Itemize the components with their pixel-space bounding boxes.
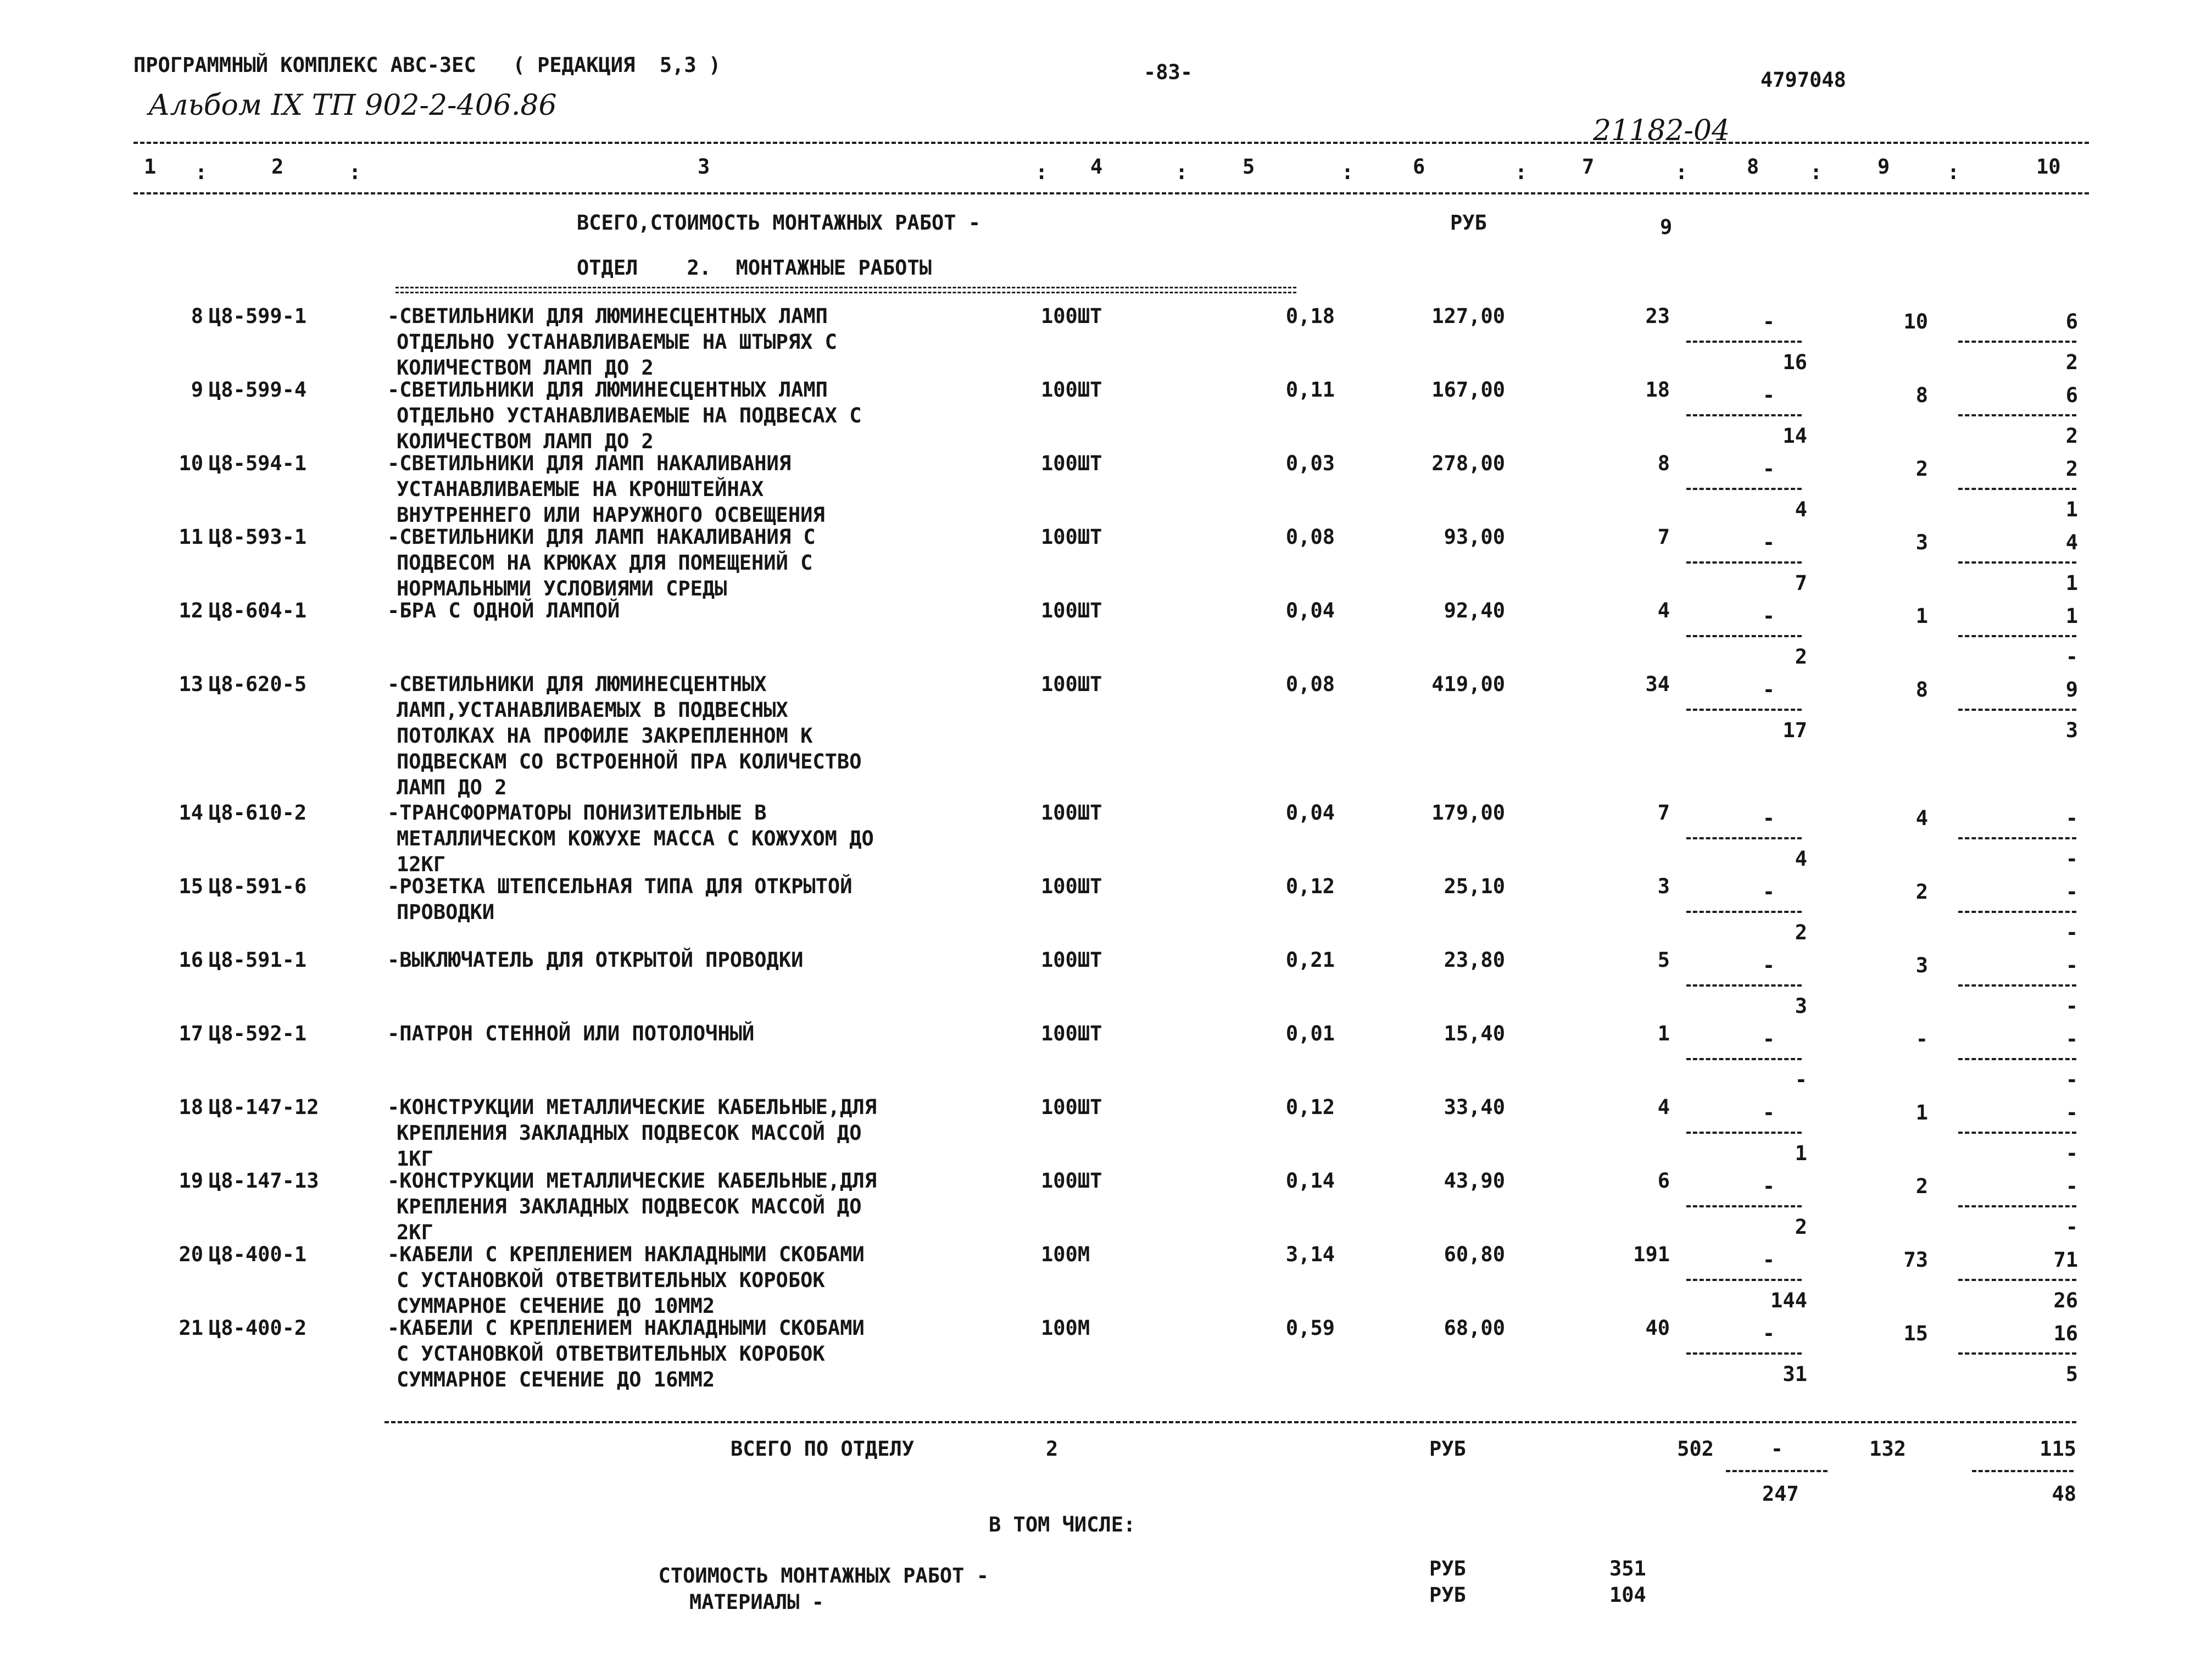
col10-fraction-bar xyxy=(1958,1205,2076,1207)
total-cost: 7 xyxy=(1657,525,1670,549)
description-line: МЕТАЛЛИЧЕСКОМ КОЖУХЕ МАССА С КОЖУХОМ ДО xyxy=(397,827,874,850)
description-line: 12КГ xyxy=(397,853,446,876)
col8-bottom: 1 xyxy=(1795,1141,1807,1165)
col10-bottom: 2 xyxy=(2065,424,2078,448)
col9: 10 xyxy=(1903,310,1928,333)
description-line: -КОНСТРУКЦИИ МЕТАЛЛИЧЕСКИЕ КАБЕЛЬНЫЕ,ДЛЯ xyxy=(387,1095,877,1119)
description-line: -КАБЕЛИ С КРЕПЛЕНИЕМ НАКЛАДНЫМИ СКОБАМИ xyxy=(387,1316,865,1340)
col10-top: 2 xyxy=(2065,457,2078,481)
description-line: С УСТАНОВКОЙ ОТВЕТВИТЕЛЬНЫХ КОРОБОК xyxy=(397,1342,825,1366)
section-total-amount: 502 xyxy=(1677,1437,1714,1461)
unit-of-measure: 100ШТ xyxy=(1041,1169,1102,1193)
col10-top: - xyxy=(2065,806,2078,830)
row-number: 18 xyxy=(179,1095,203,1119)
column-number-1: 1 xyxy=(144,155,157,179)
section-total-unit: РУБ xyxy=(1429,1437,1466,1461)
unit-price: 33,40 xyxy=(1444,1095,1505,1119)
section-total-unit-column: 2 xyxy=(1046,1437,1058,1461)
col8-bottom: 4 xyxy=(1795,847,1807,871)
col10-top: 9 xyxy=(2065,678,2078,701)
col9: 8 xyxy=(1915,678,1928,701)
row-number: 15 xyxy=(179,875,203,898)
description-line: -БРА С ОДНОЙ ЛАМПОЙ xyxy=(387,599,620,622)
quantity: 0,12 xyxy=(1285,1095,1335,1119)
col10-bottom: - xyxy=(2065,994,2078,1018)
col9: 3 xyxy=(1915,531,1928,554)
total-cost: 18 xyxy=(1645,378,1670,402)
column-number-10: 10 xyxy=(2036,155,2061,179)
total-cost: 6 xyxy=(1657,1169,1670,1193)
rate-code: Ц8-593-1 xyxy=(209,525,307,549)
col10-top: - xyxy=(2065,1101,2078,1124)
unit-price: 419,00 xyxy=(1431,672,1505,696)
col8-top: - xyxy=(1762,457,1775,481)
col8-fraction-bar xyxy=(1686,837,1802,839)
description-line: -ПАТРОН СТЕННОЙ ИЛИ ПОТОЛОЧНЫЙ xyxy=(387,1022,755,1045)
quantity: 0,08 xyxy=(1285,525,1335,549)
unit-price: 43,90 xyxy=(1444,1169,1505,1193)
unit-of-measure: 100ШТ xyxy=(1041,672,1102,696)
total-cost: 23 xyxy=(1645,304,1670,328)
unit-price: 60,80 xyxy=(1444,1243,1505,1266)
col8-top: - xyxy=(1762,383,1775,407)
col9: 1 xyxy=(1915,604,1928,628)
unit-of-measure: 100ШТ xyxy=(1041,304,1102,328)
col8-top: - xyxy=(1762,1322,1775,1345)
col9: 1 xyxy=(1915,1101,1928,1124)
column-number-3: 3 xyxy=(698,155,710,179)
col8-bottom: 14 xyxy=(1782,424,1807,448)
description-line: -СВЕТИЛЬНИКИ ДЛЯ ЛЮМИНЕСЦЕНТНЫХ ЛАМП xyxy=(387,378,828,402)
column-number-7: 7 xyxy=(1582,155,1595,179)
col10-fraction-bar xyxy=(1958,635,2076,637)
column-number-6: 6 xyxy=(1413,155,1425,179)
unit-of-measure: 100ШТ xyxy=(1041,452,1102,475)
row-number: 16 xyxy=(179,948,203,972)
row-number: 8 xyxy=(191,304,203,328)
col8-top: - xyxy=(1762,604,1775,628)
col9: 73 xyxy=(1903,1248,1928,1272)
unit-of-measure: 100М xyxy=(1041,1316,1090,1340)
unit-of-measure: 100ШТ xyxy=(1041,801,1102,825)
description-line: ВНУТРЕННЕГО ИЛИ НАРУЖНОГО ОСВЕЩЕНИЯ xyxy=(397,503,825,527)
col10-bottom: - xyxy=(2065,1068,2078,1091)
labor-cost-value: 351 xyxy=(1609,1557,1646,1580)
col10-fraction-bar xyxy=(1958,1058,2076,1060)
row-number: 19 xyxy=(179,1169,203,1193)
col10-fraction-bar xyxy=(1958,1132,2076,1134)
rate-code: Ц8-147-13 xyxy=(209,1169,319,1193)
col8-top: - xyxy=(1762,954,1775,977)
total-cost: 40 xyxy=(1645,1316,1670,1340)
quantity: 0,12 xyxy=(1285,875,1335,898)
description-line: ОТДЕЛЬНО УСТАНАВЛИВАЕМЫЕ НА ПОДВЕСАХ С xyxy=(397,404,862,427)
description-line: ОТДЕЛЬНО УСТАНАВЛИВАЕМЫЕ НА ШТЫРЯХ С xyxy=(397,330,837,354)
total-cost: 1 xyxy=(1657,1022,1670,1045)
unit-of-measure: 100ШТ xyxy=(1041,599,1102,622)
description-line: 2КГ xyxy=(397,1221,433,1244)
row-number: 9 xyxy=(191,378,203,402)
col8-bottom: 2 xyxy=(1795,921,1807,944)
quantity: 3,14 xyxy=(1285,1243,1335,1266)
col10-bottom: - xyxy=(2065,921,2078,944)
materials-unit: РУБ xyxy=(1429,1583,1466,1607)
unit-price: 92,40 xyxy=(1444,599,1505,622)
description-line: -ТРАНСФОРМАТОРЫ ПОНИЗИТЕЛЬНЫЕ В xyxy=(387,801,767,825)
column-number-9: 9 xyxy=(1877,155,1890,179)
col8-fraction-bar xyxy=(1686,635,1802,637)
section-total-col8-bottom: 247 xyxy=(1762,1482,1799,1506)
description-line: -КОНСТРУКЦИИ МЕТАЛЛИЧЕСКИЕ КАБЕЛЬНЫЕ,ДЛЯ xyxy=(387,1169,877,1193)
unit-price: 68,00 xyxy=(1444,1316,1505,1340)
row-number: 14 xyxy=(179,801,203,825)
col9: 15 xyxy=(1903,1322,1928,1345)
quantity: 0,04 xyxy=(1285,801,1335,825)
description-line: КРЕПЛЕНИЯ ЗАКЛАДНЫХ ПОДВЕСОК МАССОЙ ДО xyxy=(397,1195,862,1218)
col8-fraction-bar xyxy=(1686,1352,1802,1355)
col9: 2 xyxy=(1915,1174,1928,1198)
total-cost: 8 xyxy=(1657,452,1670,475)
col8-fraction-bar xyxy=(1686,561,1802,564)
col10-top: - xyxy=(2065,954,2078,977)
description-line: ЛАМП,УСТАНАВЛИВАЕМЫХ В ПОДВЕСНЫХ xyxy=(397,698,788,722)
col8-top: - xyxy=(1762,678,1775,701)
col10-fraction-bar xyxy=(1958,1279,2076,1281)
col8-bottom: - xyxy=(1795,1068,1807,1091)
document-number: 4797048 xyxy=(1760,68,1846,92)
description-line: СУММАРНОЕ СЕЧЕНИЕ ДО 10ММ2 xyxy=(397,1294,715,1318)
col8-top: - xyxy=(1762,1027,1775,1051)
row-number: 17 xyxy=(179,1022,203,1045)
description-line: ПОТОЛКАХ НА ПРОФИЛЕ ЗАКРЕПЛЕННОМ К xyxy=(397,724,813,748)
unit-of-measure: 100ШТ xyxy=(1041,525,1102,549)
unit-of-measure: 100ШТ xyxy=(1041,378,1102,402)
column-separator: : xyxy=(1947,160,1960,184)
total-cost: 191 xyxy=(1633,1243,1670,1266)
unit-price: 167,00 xyxy=(1431,378,1505,402)
column-number-4: 4 xyxy=(1090,155,1103,179)
section-title-underline xyxy=(395,287,1296,293)
total-cost: 7 xyxy=(1657,801,1670,825)
col10-fraction-bar xyxy=(1958,414,2076,416)
unit-price: 25,10 xyxy=(1444,875,1505,898)
rate-code: Ц8-592-1 xyxy=(209,1022,307,1045)
description-line: -СВЕТИЛЬНИКИ ДЛЯ ЛАМП НАКАЛИВАНИЯ С xyxy=(387,525,816,549)
program-header: ПРОГРАММНЫЙ КОМПЛЕКС АВС-3ЕС ( РЕДАКЦИЯ 5,3 ) xyxy=(133,53,721,77)
col8-top: - xyxy=(1762,1248,1775,1272)
unit-of-measure: 100ШТ xyxy=(1041,1095,1102,1119)
section-total-label: ВСЕГО ПО ОТДЕЛУ xyxy=(731,1437,915,1461)
rate-code: Ц8-599-1 xyxy=(209,304,307,328)
unit-price: 15,40 xyxy=(1444,1022,1505,1045)
col8-bottom: 7 xyxy=(1795,571,1807,595)
column-number-5: 5 xyxy=(1242,155,1255,179)
col10-bottom: - xyxy=(2065,847,2078,871)
col9: 3 xyxy=(1915,954,1928,977)
col8-fraction-bar xyxy=(1686,1279,1802,1281)
rate-code: Ц8-591-1 xyxy=(209,948,307,972)
column-separator: : xyxy=(1515,160,1528,184)
quantity: 0,08 xyxy=(1285,672,1335,696)
unit-price: 127,00 xyxy=(1431,304,1505,328)
quantity: 0,01 xyxy=(1285,1022,1335,1045)
description-line: 1КГ xyxy=(397,1147,433,1171)
col10-bottom: - xyxy=(2065,1215,2078,1239)
column-separator: : xyxy=(1035,160,1048,184)
rate-code: Ц8-594-1 xyxy=(209,452,307,475)
row-number: 20 xyxy=(179,1243,203,1266)
col10-top: 1 xyxy=(2065,604,2078,628)
col8-bottom: 17 xyxy=(1782,719,1807,742)
labor-cost-label: СТОИМОСТЬ МОНТАЖНЫХ РАБОТ - xyxy=(658,1564,989,1588)
materials-label: МАТЕРИАЛЫ - xyxy=(689,1590,824,1614)
total-cost: 5 xyxy=(1657,948,1670,972)
column-separator: : xyxy=(1341,160,1354,184)
col10-bottom: 3 xyxy=(2065,719,2078,742)
col10-fraction-bar xyxy=(1958,709,2076,711)
total-cost: 4 xyxy=(1657,599,1670,622)
description-line: СУММАРНОЕ СЕЧЕНИЕ ДО 16ММ2 xyxy=(397,1368,715,1391)
previous-total-label: ВСЕГО,СТОИМОСТЬ МОНТАЖНЫХ РАБОТ - xyxy=(577,211,981,235)
description-line: -СВЕТИЛЬНИКИ ДЛЯ ЛЮМИНЕСЦЕНТНЫХ xyxy=(387,672,767,696)
col8-bottom: 144 xyxy=(1770,1289,1807,1312)
col10-bottom: 1 xyxy=(2065,571,2078,595)
unit-price: 179,00 xyxy=(1431,801,1505,825)
unit-price: 278,00 xyxy=(1431,452,1505,475)
column-number-8: 8 xyxy=(1747,155,1759,179)
col8-top: - xyxy=(1762,1174,1775,1198)
rate-code: Ц8-591-6 xyxy=(209,875,307,898)
labor-cost-unit: РУБ xyxy=(1429,1557,1466,1580)
col9: - xyxy=(1915,1027,1928,1051)
column-separator: : xyxy=(195,160,208,184)
unit-price: 93,00 xyxy=(1444,525,1505,549)
section-total-col10-top: 115 xyxy=(2040,1437,2076,1461)
col8-top: - xyxy=(1762,310,1775,333)
col10-bottom: 2 xyxy=(2065,350,2078,374)
col10-fraction-bar xyxy=(1958,911,2076,913)
column-separator: : xyxy=(1175,160,1188,184)
description-line: -ВЫКЛЮЧАТЕЛЬ ДЛЯ ОТКРЫТОЙ ПРОВОДКИ xyxy=(387,948,804,972)
project-code: 21182-04 xyxy=(1593,114,1730,147)
col10-bottom: - xyxy=(2065,1141,2078,1165)
col10-top: 4 xyxy=(2065,531,2078,554)
col10-bottom: 1 xyxy=(2065,498,2078,521)
description-line: -КАБЕЛИ С КРЕПЛЕНИЕМ НАКЛАДНЫМИ СКОБАМИ xyxy=(387,1243,865,1266)
col8-bottom: 2 xyxy=(1795,645,1807,669)
quantity: 0,21 xyxy=(1285,948,1335,972)
description-line: С УСТАНОВКОЙ ОТВЕТВИТЕЛЬНЫХ КОРОБОК xyxy=(397,1268,825,1292)
description-line: КОЛИЧЕСТВОМ ЛАМП ДО 2 xyxy=(397,356,654,380)
rate-code: Ц8-147-12 xyxy=(209,1095,319,1119)
col8-bottom: 2 xyxy=(1795,1215,1807,1239)
quantity: 0,59 xyxy=(1285,1316,1335,1340)
col9: 4 xyxy=(1915,806,1928,830)
col8-fraction-bar xyxy=(1686,414,1802,416)
col10-top: - xyxy=(2065,1174,2078,1198)
section-total-col10-fraction-bar xyxy=(1972,1470,2074,1472)
description-line: -СВЕТИЛЬНИКИ ДЛЯ ЛЮМИНЕСЦЕНТНЫХ ЛАМП xyxy=(387,304,828,328)
row-number: 10 xyxy=(179,452,203,475)
column-separator: : xyxy=(349,160,361,184)
description-line: НОРМАЛЬНЫМИ УСЛОВИЯМИ СРЕДЫ xyxy=(397,577,727,600)
col10-top: - xyxy=(2065,1027,2078,1051)
col8-bottom: 3 xyxy=(1795,994,1807,1018)
unit-price: 23,80 xyxy=(1444,948,1505,972)
total-cost: 3 xyxy=(1657,875,1670,898)
col10-bottom: 26 xyxy=(2053,1289,2078,1312)
unit-of-measure: 100М xyxy=(1041,1243,1090,1266)
col10-bottom: - xyxy=(2065,645,2078,669)
total-cost: 34 xyxy=(1645,672,1670,696)
column-separator: : xyxy=(1810,160,1823,184)
description-line: -РОЗЕТКА ШТЕПСЕЛЬНАЯ ТИПА ДЛЯ ОТКРЫТОЙ xyxy=(387,875,853,898)
col10-fraction-bar xyxy=(1958,984,2076,987)
col10-top: 16 xyxy=(2053,1322,2078,1345)
col10-top: 6 xyxy=(2065,383,2078,407)
description-line: УСТАНАВЛИВАЕМЫЕ НА КРОНШТЕЙНАХ xyxy=(397,477,764,501)
col8-fraction-bar xyxy=(1686,911,1802,913)
col10-fraction-bar xyxy=(1958,488,2076,490)
col8-fraction-bar xyxy=(1686,1058,1802,1060)
col8-bottom: 16 xyxy=(1782,350,1807,374)
column-separator: : xyxy=(1675,160,1688,184)
rate-code: Ц8-620-5 xyxy=(209,672,307,696)
unit-of-measure: 100ШТ xyxy=(1041,1022,1102,1045)
quantity: 0,04 xyxy=(1285,599,1335,622)
quantity: 0,18 xyxy=(1285,304,1335,328)
page-number: -83- xyxy=(1144,60,1193,84)
section-title: ОТДЕЛ 2. МОНТАЖНЫЕ РАБОТЫ xyxy=(577,256,932,280)
row-number: 21 xyxy=(179,1316,203,1340)
including-label: В ТОМ ЧИСЛЕ: xyxy=(989,1513,1136,1536)
unit-of-measure: 100ШТ xyxy=(1041,875,1102,898)
quantity: 0,14 xyxy=(1285,1169,1335,1193)
rate-code: Ц8-400-2 xyxy=(209,1316,307,1340)
description-line: ПОДВЕСКАМ СО ВСТРОЕННОЙ ПРА КОЛИЧЕСТВО xyxy=(397,750,862,773)
description-line: КОЛИЧЕСТВОМ ЛАМП ДО 2 xyxy=(397,430,654,453)
album-note: Альбом IX ТП 902-2-406.86 xyxy=(148,89,557,122)
col8-top: - xyxy=(1762,806,1775,830)
col9: 2 xyxy=(1915,880,1928,904)
quantity: 0,03 xyxy=(1285,452,1335,475)
row-number: 13 xyxy=(179,672,203,696)
previous-total-unit: РУБ xyxy=(1450,211,1487,235)
description-line: КРЕПЛЕНИЯ ЗАКЛАДНЫХ ПОДВЕСОК МАССОЙ ДО xyxy=(397,1121,862,1145)
col8-fraction-bar xyxy=(1686,1132,1802,1134)
col9: 2 xyxy=(1915,457,1928,481)
unit-of-measure: 100ШТ xyxy=(1041,948,1102,972)
row-number: 12 xyxy=(179,599,203,622)
description-line: ПРОВОДКИ xyxy=(397,900,495,924)
section-total-col10-bottom: 48 xyxy=(2052,1482,2076,1506)
col10-top: - xyxy=(2065,880,2078,904)
col10-fraction-bar xyxy=(1958,837,2076,839)
col8-fraction-bar xyxy=(1686,1205,1802,1207)
description-line: ЛАМП ДО 2 xyxy=(397,776,507,799)
rate-code: Ц8-610-2 xyxy=(209,801,307,825)
col10-fraction-bar xyxy=(1958,561,2076,564)
rate-code: Ц8-604-1 xyxy=(209,599,307,622)
header-rule-top xyxy=(133,142,2089,144)
col8-top: - xyxy=(1762,880,1775,904)
col10-fraction-bar xyxy=(1958,1352,2076,1355)
previous-total-value: 9 xyxy=(1660,215,1673,239)
col10-top: 71 xyxy=(2053,1248,2078,1272)
col10-bottom: 5 xyxy=(2065,1362,2078,1386)
col8-bottom: 4 xyxy=(1795,498,1807,521)
col8-fraction-bar xyxy=(1686,341,1802,343)
description-line: ПОДВЕСОМ НА КРЮКАХ ДЛЯ ПОМЕЩЕНИЙ С xyxy=(397,551,813,575)
section-total-rule xyxy=(385,1421,2076,1423)
section-total-col9: 132 xyxy=(1869,1437,1906,1461)
col8-fraction-bar xyxy=(1686,488,1802,490)
total-cost: 4 xyxy=(1657,1095,1670,1119)
col8-fraction-bar xyxy=(1686,984,1802,987)
col8-top: - xyxy=(1762,531,1775,554)
col8-bottom: 31 xyxy=(1782,1362,1807,1386)
column-number-2: 2 xyxy=(271,155,284,179)
section-total-col8-top: - xyxy=(1770,1437,1784,1461)
col8-fraction-bar xyxy=(1686,709,1802,711)
col8-top: - xyxy=(1762,1101,1775,1124)
rate-code: Ц8-599-4 xyxy=(209,378,307,402)
description-line: -СВЕТИЛЬНИКИ ДЛЯ ЛАМП НАКАЛИВАНИЯ xyxy=(387,452,792,475)
row-number: 11 xyxy=(179,525,203,549)
quantity: 0,11 xyxy=(1285,378,1335,402)
materials-value: 104 xyxy=(1609,1583,1646,1607)
section-total-col8-fraction-bar xyxy=(1726,1470,1827,1472)
col9: 8 xyxy=(1915,383,1928,407)
rate-code: Ц8-400-1 xyxy=(209,1243,307,1266)
col10-top: 6 xyxy=(2065,310,2078,333)
col10-fraction-bar xyxy=(1958,341,2076,343)
header-rule-bottom xyxy=(133,192,2089,194)
